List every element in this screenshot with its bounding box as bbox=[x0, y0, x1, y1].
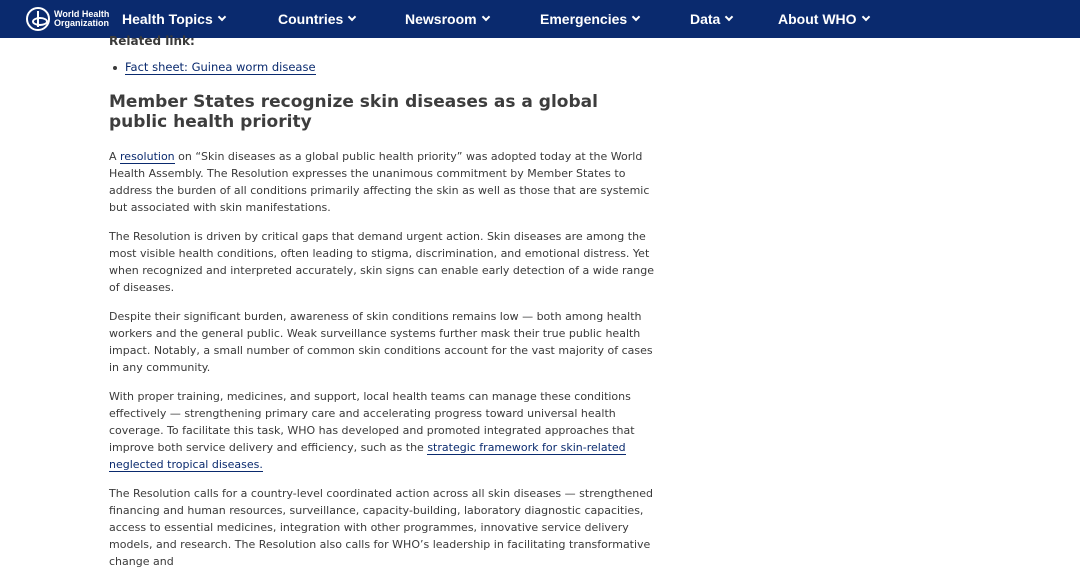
fact-sheet-link[interactable]: Fact sheet: Guinea worm disease bbox=[125, 60, 316, 74]
nav-health-topics-label: Health Topics bbox=[122, 11, 213, 27]
strategic-framework-link[interactable]: strategic framework for skin-related neglected tropical diseases. bbox=[109, 441, 626, 471]
paragraph-4 bbox=[109, 388, 657, 473]
related-link-label: Related link: bbox=[109, 34, 195, 48]
paragraph-2: The Resolution is driven by critical gaps that demand urgent action. Skin diseases are among the most visible health conditions, often leading to stigma, discrimination, and emotional distress. Yet when recognized and interpreted accurately, skin signs can enable early detection of a wide range of diseases. bbox=[109, 230, 654, 294]
paragraph-1 bbox=[109, 148, 657, 216]
paragraph-3: Despite their significant burden, awareness of skin conditions remains low — both among health workers and the general public. Weak surveillance systems further mask their true public health impact. Notably, a small number of common skin conditions account for the vast majority of cases in any community. bbox=[109, 310, 653, 374]
who-logo[interactable] bbox=[26, 7, 109, 31]
chevron-down-icon bbox=[861, 13, 869, 21]
chevron-down-icon bbox=[348, 13, 356, 21]
nav-countries-label: Countries bbox=[278, 11, 344, 27]
nav-newsroom-label: Newsroom bbox=[405, 11, 477, 27]
nav-about-who-label: About WHO bbox=[778, 11, 857, 27]
paragraph-1-post: on “Skin diseases as a global public health priority” was adopted today at the World Health Assembly. The Resolution expresses the unanimous commitment by Member States to address the burden of all conditions primarily affecting the skin as well as those that are systemic but associated with skin manifestations. bbox=[109, 150, 650, 214]
nav-emergencies-label: Emergencies bbox=[540, 11, 628, 27]
related-link-item bbox=[109, 60, 669, 75]
who-emblem-icon bbox=[26, 7, 50, 31]
logo-line-1: World Health bbox=[54, 9, 110, 19]
nav-about-who[interactable] bbox=[778, 0, 869, 38]
paragraph-4-pre: With proper training, medicines, and support, local health teams can manage these conditions effectively — strengthening primary care and accelerating progress toward universal health coverage. To facilitate this task, WHO has developed and promoted integrated approaches that improve both service delivery and efficiency, such as the bbox=[109, 390, 635, 454]
bullet-icon bbox=[113, 66, 117, 70]
paragraph-5: The Resolution calls for a country-level coordinated action across all skin diseases — strengthened financing and human resources, surveillance, capacity-building, laboratory diagnostic capacities, access to essential medicines, integration with other programmes, innovative service delivery models, and research. The Resolution also calls for WHO’s leadership in facilitating transformative change and bbox=[109, 487, 653, 568]
nav-data[interactable] bbox=[690, 0, 732, 38]
nav-data-label: Data bbox=[690, 11, 721, 27]
chevron-down-icon bbox=[632, 13, 640, 21]
logo-line-2: Organization bbox=[54, 18, 110, 28]
chevron-down-icon bbox=[218, 13, 226, 21]
chevron-down-icon bbox=[725, 13, 733, 21]
paragraph-1-pre: A bbox=[109, 150, 121, 163]
logo-text bbox=[54, 10, 109, 28]
article-body bbox=[109, 30, 669, 570]
chevron-down-icon bbox=[481, 13, 489, 21]
resolution-link[interactable]: resolution bbox=[120, 150, 175, 163]
article-heading: Member States recognize skin diseases as a global public health priority bbox=[109, 92, 598, 132]
